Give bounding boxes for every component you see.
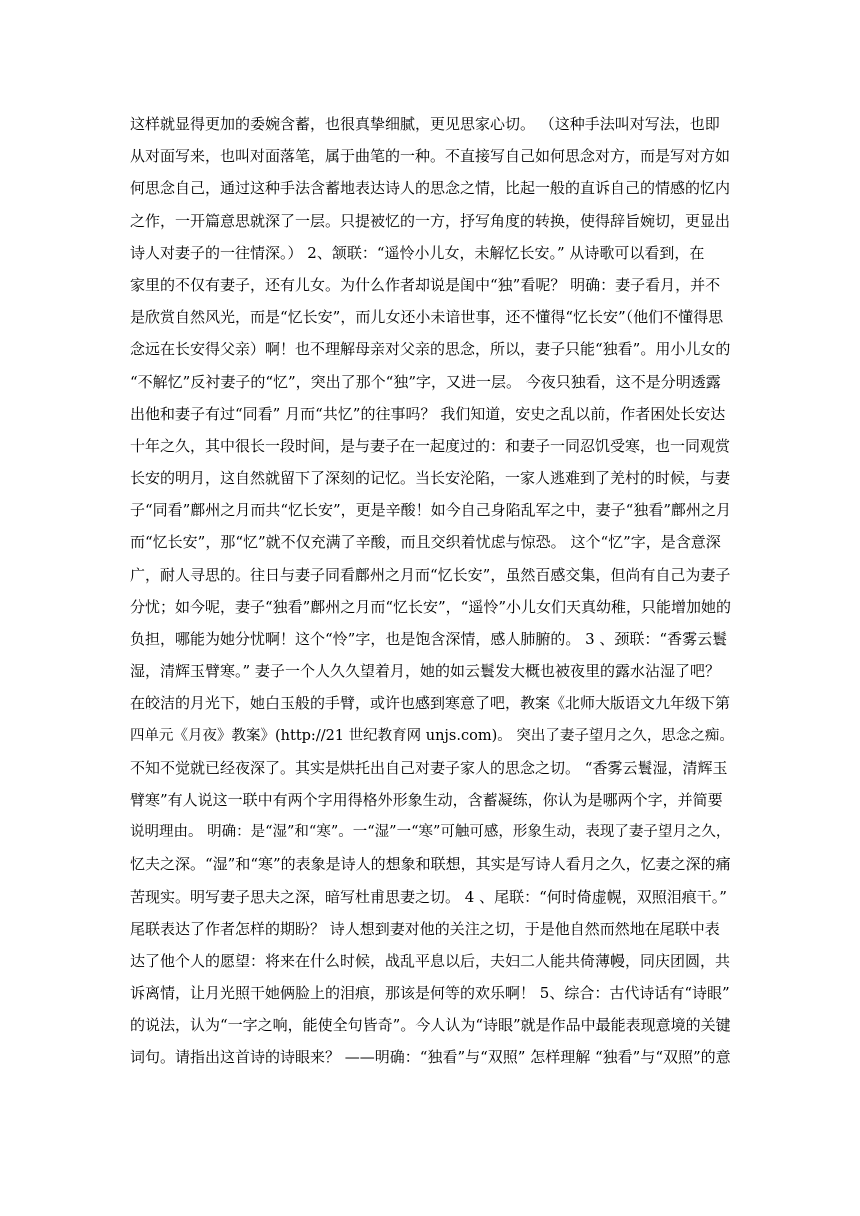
text-line: 十年之久，其中很长一段时间，是与妻子在一起度过的：和妻子一同忍饥受寒，也一同观赏 [130,436,731,455]
text-line: 家里的不仅有妻子，还有儿女。为什么作者却说是闺中“独”看呢？ 明确：妻子看月，并不 [130,275,721,294]
text-line: 苦现实。明写妻子思夫之深，暗写杜甫思妻之切。 4 、尾联：“何时倚虚幌，双照泪痕干。” [130,887,727,906]
text-line: 长安的明月，这自然就留下了深刻的记忆。当长安沦陷，一家人逃难到了羌村的时候，与妻 [130,469,731,488]
text-line: 这样就显得更加的委婉含蓄，也很真挚细腻，更见思家心切。 （这种手法叫对写法，也即 [130,115,720,133]
text-line: 分忧；如今呢，妻子“独看”鄜州之月而“忆长安”，“遥怜”小儿女们天真幼稚，只能增加她的 [130,597,732,616]
text-line: 尾联表达了作者怎样的期盼？ 诗人想到妻对他的关注之切，于是他自然而然地在尾联中表 [130,919,720,938]
text-line: 广，耐人寻思的。往日与妻子同看鄜州之月而“忆长安”，虽然百感交集，但尚有自己为妻子 [130,565,731,584]
text-line: 词句。请指出这首诗的诗眼来？ ——明确：“独看”与“双照” 怎样理解 “独看”与“双照”的意 [130,1048,731,1067]
text-line: 诉离情，让月光照干她俩脸上的泪痕，那该是何等的欢乐啊！ 5、综合：古代诗话有“诗眼” [130,984,730,1003]
text-line: 忆夫之深。“湿”和“寒”的表象是诗人的想象和联想，其实是写诗人看月之久，忆妻之深的痛 [130,855,731,874]
text-line: 诗人对妻子的一往情深。） 2、颔联：“遥怜小儿女，未解忆长安。” 从诗歌可以看到，在 [130,243,705,262]
text-line: 之作，一开篇意思就深了一层。只提被忆的一方，抒写角度的转换，使得辞旨婉切，更显出 [130,211,731,230]
text-line: 出他和妻子有过“同看” 月而“共忆”的往事吗？ 我们知道，安史之乱以前，作者困处长安达 [130,404,726,423]
text-line: 臂寒”有人说这一联中有两个字用得格外形象生动，含蓄凝练，你认为是哪两个字，并简要 [130,790,723,809]
text-line: 负担，哪能为她分忧啊！这个“怜”字，也是饱含深情，感人肺腑的。 3 、颈联：“香雾云鬟 [130,630,728,648]
text-line: 达了他个人的愿望：将来在什么时候，战乱平息以后，夫妇二人能共倚薄幔，同庆团圆，共 [130,951,731,970]
text-line: 在皎洁的月光下，她白玉般的手臂，或许也感到寒意了吧，教案《北师大版语文九年级下第 [130,694,731,713]
body-text [130,108,738,1074]
text-line: 念远在长安得父亲）啊！也不理解母亲对父亲的思念，所以，妻子只能“独看”。用小儿女的 [130,340,731,359]
text-line: 而“忆长安”，那“忆”就不仅充满了辛酸，而且交织着忧虑与惊恐。 这个“忆”字，是含意深 [130,533,721,552]
text-line: 不知不觉就已经夜深了。其实是烘托出自己对妻子家人的思念之切。 “香雾云鬟湿，清辉玉 [130,758,728,777]
text-line: 的说法，认为“一字之响，能使全句皆奇”。今人认为“诗眼”就是作品中最能表现意境的关键 [130,1016,731,1035]
text-line: 湿，清辉玉臂寒。” 妻子一个人久久望着月，她的如云鬟发大概也被夜里的露水沾湿了吧？ [130,662,720,681]
text-line: 何思念自己，通过这种手法含蓄地表达诗人的思念之情，比起一般的直诉自己的情感的忆内 [130,179,731,198]
text-line: 子“同看”鄜州之月而共“忆长安”，更是辛酸！如今自己身陷乱军之中，妻子“独看”鄜州之月 [130,501,732,520]
text-line: 说明理由。 明确：是“湿”和“寒”。一“湿”一“寒”可触可感，形象生动，表现了妻子望月之久， [130,824,731,841]
text-line: 四单元《月夜》教案》(http://21 世纪教育网 unjs.com)。 突出了妻子望月之久，思念之痴。 [130,727,734,744]
text-line: 是欣赏自然风光，而是“忆长安”，而儿女还小未谙世事，还不懂得“忆长安”（他们不懂得思 [130,308,724,327]
text-line: 从对面写来，也叫对面落笔，属于曲笔的一种。不直接写自己如何思念对方，而是写对方如 [130,147,731,166]
text-line: “不解忆”反衬妻子的“忆”，突出了那个“独”字，又进一层。 今夜只独看，这不是分明透露 [130,372,721,391]
